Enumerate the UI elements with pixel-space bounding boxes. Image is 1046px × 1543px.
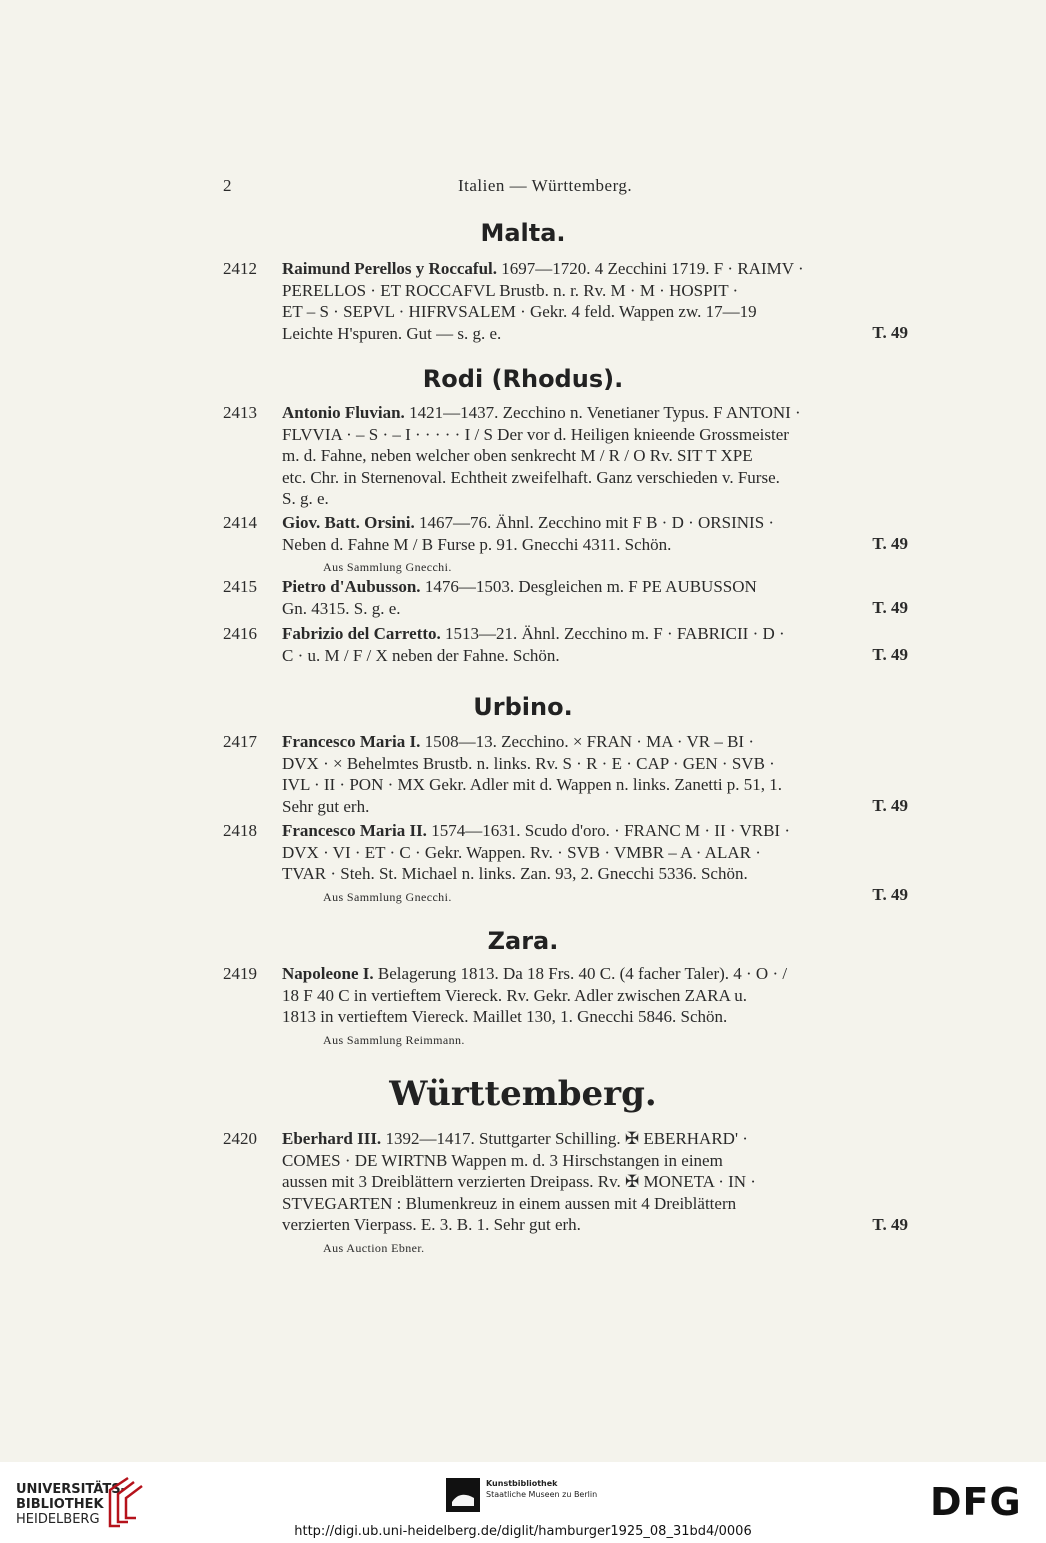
entry-line: 1513—21. Ähnl. Zecchino m. F · FABRICII · D · <box>445 624 785 643</box>
entry-text <box>282 576 906 619</box>
lot-number: 2412 <box>223 259 257 278</box>
entry-text <box>282 512 906 555</box>
entry-line: DVX · × Behelmtes Brustb. n. links. Rv. S · R · E · CAP · GEN · SVB · <box>282 753 775 773</box>
entry-line: 1476—1503. Desgleichen m. F PE AUBUSSON <box>424 577 757 596</box>
plate-ref: T. 49 <box>872 645 908 664</box>
section-heading-urbino: Urbino. <box>473 693 573 721</box>
ruler-name: Pietro d'Aubusson. <box>282 577 421 596</box>
running-title: Italien — Württemberg. <box>458 176 633 195</box>
entry-line: 1467—76. Ähnl. Zecchino mit F B · D · ORSINIS · <box>418 513 775 532</box>
entry-line: 1697—1720. 4 Zecchini 1719. F · RAIMV · <box>501 259 804 278</box>
entry-line: PERELLOS · ET ROCCAFVL Brustb. n. r. Rv. M · M · HOSPIT · <box>282 280 739 300</box>
kunstbibliothek-logo-icon <box>446 1478 480 1512</box>
plate-ref: T. 49 <box>872 1215 908 1234</box>
entry-line: IVL · II · PON · MX Gekr. Adler mit d. Wappen n. links. Zanetti p. 51, 1. <box>282 775 783 795</box>
ruler-name: Antonio Fluvian. <box>282 403 405 422</box>
footer-bar <box>0 1462 1046 1543</box>
lot-number: 2418 <box>223 821 257 840</box>
plate-ref: T. 49 <box>872 598 908 617</box>
entry-line: TVAR · Steh. St. Michael n. links. Zan. 93, 2. Gnecchi 5336. Schön. <box>282 864 748 884</box>
ruler-name: Napoleone I. <box>282 964 374 983</box>
entry-line: ET – S · SEPVL · HIFRVSALEM · Gekr. 4 feld. Wappen zw. 17—19 <box>282 302 757 322</box>
ruler-name: Giov. Batt. Orsini. <box>282 513 415 532</box>
lot-number: 2420 <box>223 1129 257 1148</box>
entry-line: Sehr gut erh. <box>282 796 370 816</box>
ruler-name: Fabrizio del Carretto. <box>282 624 441 643</box>
kb-line: Staatliche Museen zu Berlin <box>486 1490 598 1499</box>
plate-ref: T. 49 <box>872 534 908 553</box>
library-line: BIBLIOTHEK <box>16 1497 104 1512</box>
section-heading-malta: Malta. <box>480 219 566 247</box>
entry-line: aussen mit 3 Dreiblättern verzierten Dreipass. Rv. ✠ MONETA · IN · <box>282 1172 756 1192</box>
provenance-note: Aus Sammlung Reimmann. <box>323 1033 465 1047</box>
section-heading-rodi: Rodi (Rhodus). <box>422 365 624 393</box>
library-line: HEIDELBERG <box>16 1512 100 1527</box>
entry-text <box>282 1128 906 1236</box>
entry-line: DVX · VI · ET · C · Gekr. Wappen. Rv. · SVB · VMBR – A · ALAR · <box>282 842 761 862</box>
entry-line: 18 F 40 C in vertieftem Viereck. Rv. Gekr. Adler zwischen ZARA u. <box>282 985 747 1005</box>
entry-line: FLVVIA · – S · – I · · · · · I / S Der vor d. Heiligen knieende Grossmeister <box>282 424 789 444</box>
kb-line: Kunstbibliothek <box>486 1479 558 1488</box>
entry-line: etc. Chr. in Sternenoval. Echtheit zweifelhaft. Ganz verschieden v. Furse. <box>282 467 780 487</box>
lot-number: 2416 <box>223 624 257 643</box>
entry-line: C · u. M / F / X neben der Fahne. Schön. <box>282 645 560 665</box>
entry-line: COMES · DE WIRTNB Wappen m. d. 3 Hirschstangen in einem <box>282 1150 723 1170</box>
entry-line: 1574—1631. Scudo d'oro. · FRANC M · II · VRBI · <box>431 821 790 840</box>
provenance-note: Aus Sammlung Gnecchi. <box>323 560 452 574</box>
entry-text <box>282 402 906 510</box>
provenance-note: Aus Sammlung Gnecchi. <box>323 890 452 904</box>
entry-line: 1421—1437. Zecchino n. Venetianer Typus. F ANTONI · <box>409 403 801 422</box>
entry-text <box>282 731 906 817</box>
plate-ref: T. 49 <box>872 885 908 904</box>
provenance-note: Aus Auction Ebner. <box>323 1241 425 1255</box>
ruler-name: Eberhard III. <box>282 1129 382 1148</box>
plate-ref: T. 49 <box>872 323 908 342</box>
library-line: UNIVERSITÄTS- <box>16 1482 126 1497</box>
lot-number: 2413 <box>223 403 257 422</box>
plate-ref: T. 49 <box>872 796 908 815</box>
entry-line: 1508—13. Zecchino. × FRAN · MA · VR – BI · <box>424 732 755 751</box>
entry-line: verzierten Vierpass. E. 3. B. 1. Sehr gut erh. <box>282 1215 581 1235</box>
entry-line: S. g. e. <box>282 489 329 509</box>
lot-number: 2417 <box>223 732 257 751</box>
ruler-name: Raimund Perellos y Roccaful. <box>282 259 498 278</box>
entry-text <box>282 963 906 1028</box>
entry-text <box>282 258 906 344</box>
permalink-url[interactable]: http://digi.ub.uni-heidelberg.de/diglit/hamburger1925_08_31bd4/0006 <box>294 1524 752 1539</box>
lot-number: 2415 <box>223 577 257 596</box>
entry-line: m. d. Fahne, neben welcher oben senkrecht M / R / O Rv. SIT T XPE <box>282 446 753 466</box>
entry-text <box>282 623 906 666</box>
kunstbibliothek-label <box>486 1478 597 1500</box>
entry-line: 1813 in vertieftem Viereck. Maillet 130, 1. Gnecchi 5846. Schön. <box>282 1007 728 1027</box>
ruler-name: Francesco Maria I. <box>282 732 421 751</box>
entry-line: Belagerung 1813. Da 18 Frs. 40 C. (4 facher Taler). 4 · O · / <box>377 964 788 983</box>
ub-heidelberg-logo-icon <box>104 1474 148 1530</box>
entry-text <box>282 820 906 885</box>
lot-number: 2414 <box>223 513 257 532</box>
entry-line: Neben d. Fahne M / B Furse p. 91. Gnecchi 4311. Schön. <box>282 534 672 554</box>
page-number: 2 <box>223 176 232 195</box>
entry-line: Leichte H'spuren. Gut — s. g. e. <box>282 323 502 343</box>
dfg-logo: DFG <box>930 1480 1022 1524</box>
section-heading-zara: Zara. <box>487 927 559 955</box>
section-heading-wuerttemberg: Württemberg. <box>389 1074 657 1114</box>
entry-line: STVEGARTEN : Blumenkreuz in einem aussen mit 4 Dreiblättern <box>282 1193 737 1213</box>
lot-number: 2419 <box>223 964 257 983</box>
ruler-name: Francesco Maria II. <box>282 821 427 840</box>
entry-line: Gn. 4315. S. g. e. <box>282 598 401 618</box>
entry-line: 1392—1417. Stuttgarter Schilling. ✠ EBERHARD' · <box>385 1129 748 1148</box>
